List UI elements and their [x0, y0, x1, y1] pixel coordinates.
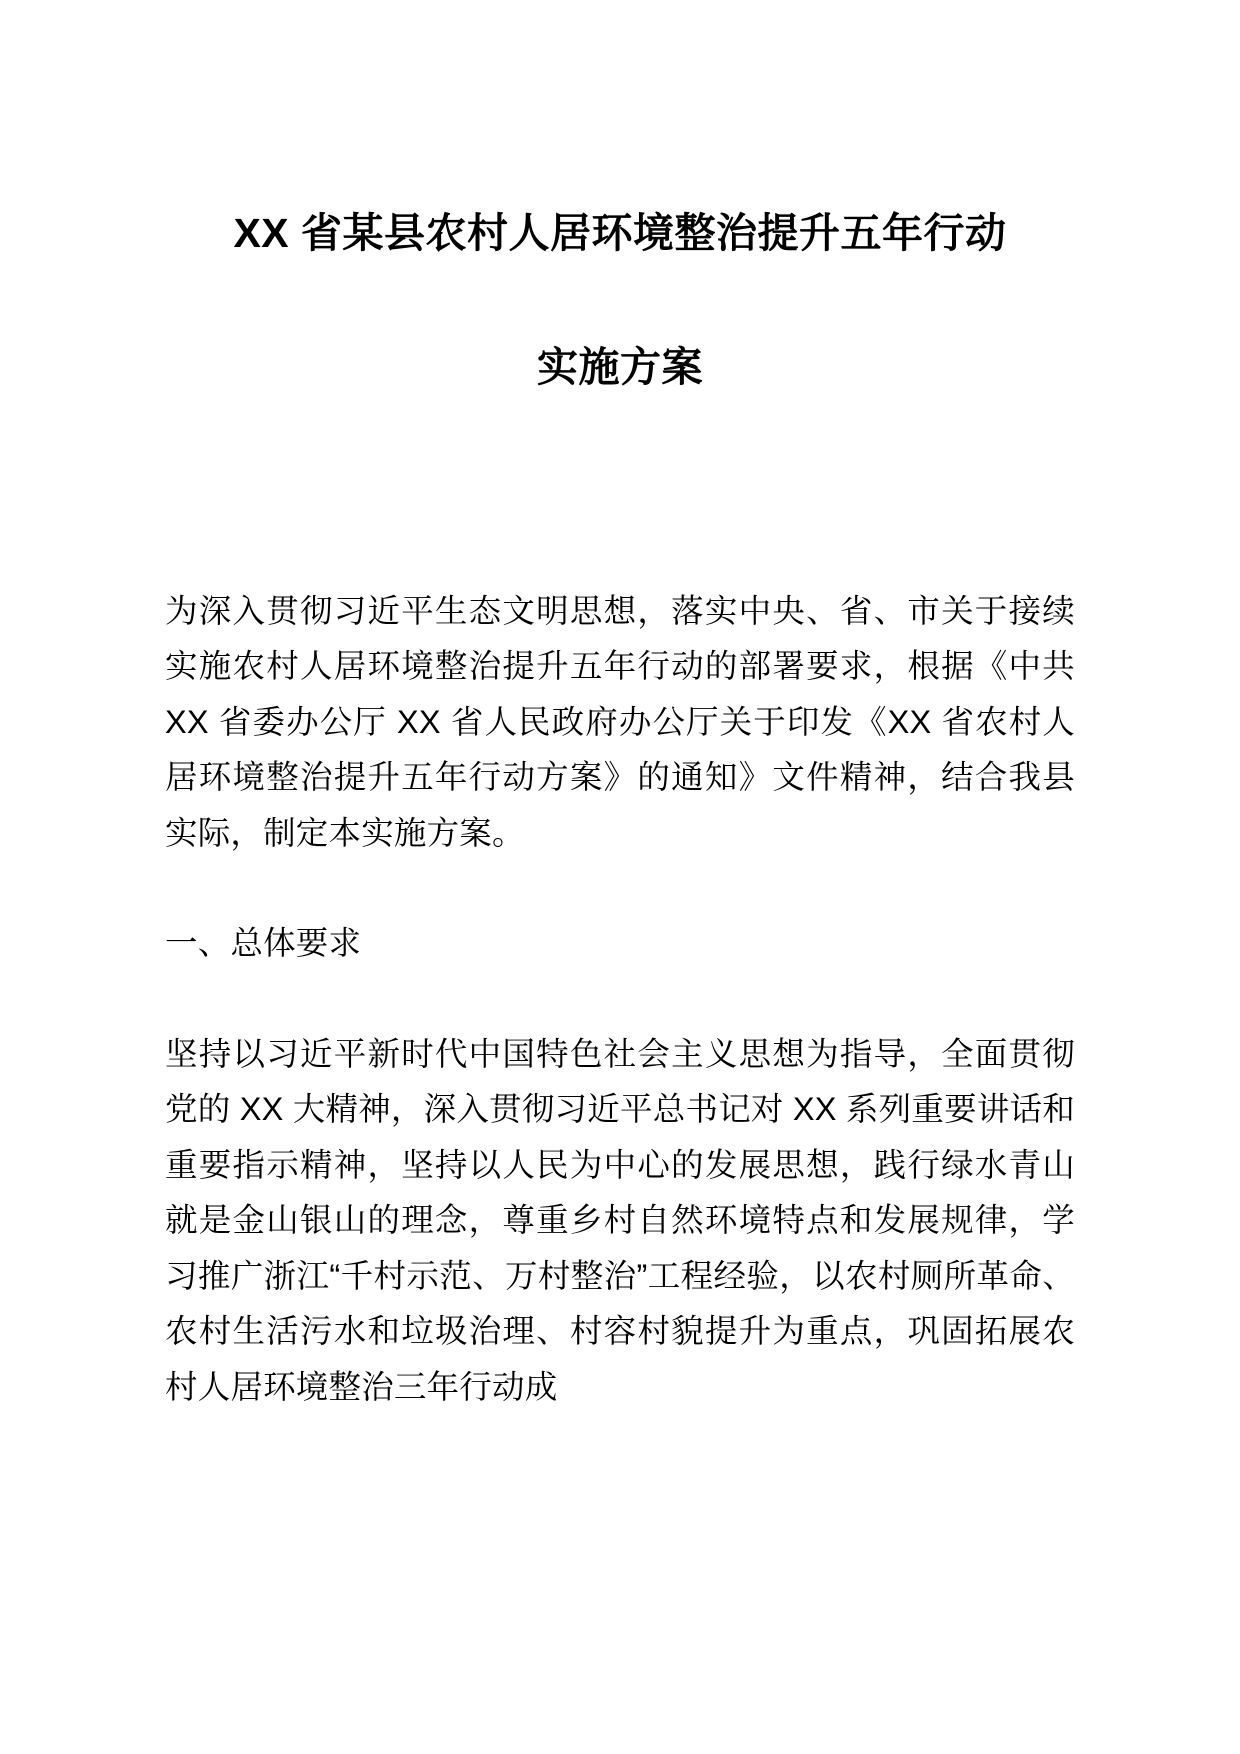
page-title-line-2: 实施方案: [537, 344, 703, 391]
document-body: [165, 0, 1075, 1415]
page-title: [165, 27, 1075, 398]
section-heading-overall-requirements: 一、总体要求: [165, 925, 362, 962]
title-body-spacer: [165, 426, 1075, 584]
overall-requirements-paragraph: 坚持以习近平新时代中国特色社会主义思想为指导，全面贯彻党的 XX 大精神，深入贯彻习近平总书记对 XX 系列重要讲话和重要指示精神，坚持以人民为中心的发展思想，践行绿水青山就是金山银山的理念，尊重乡村自然环境特点和发展规律，学习推广浙江“千村示范、万村整治”工程经验，以农村厕所革命、农村生活污水和垃圾治理、村容村貌提升为重点，巩固拓展农村人居环境整治三年行动成: [165, 1035, 1075, 1405]
intro-paragraph: 为深入贯彻习近平生态文明思想，落实中央、省、市关于接续实施农村人居环境整治提升五年行动的部署要求，根据《中共 XX 省委办公厅 XX 省人民政府办公厅关于印发《XX 省农村人居环境整治提升五年行动方案》的通知》文件精神，结合我县实际，制定本实施方案。: [165, 592, 1075, 851]
page-title-line-1: XX 省某县农村人居环境整治提升五年行动: [233, 210, 1007, 257]
